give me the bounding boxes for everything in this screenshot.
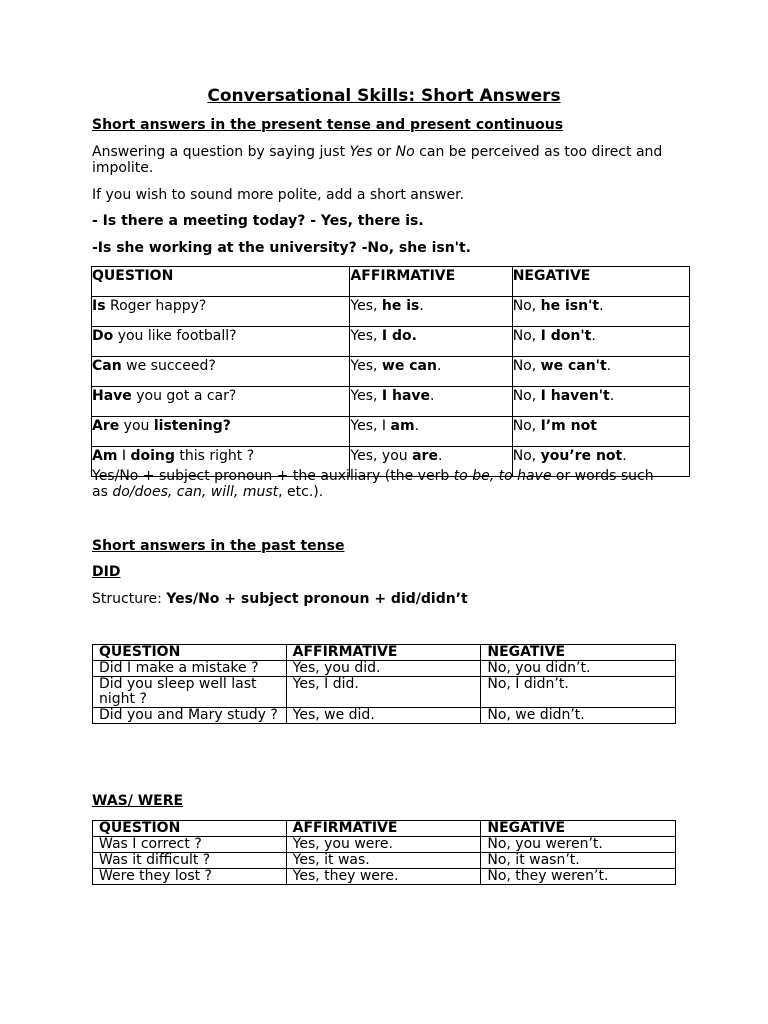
negative-cell: No, we can't. [512, 357, 689, 387]
table-row [93, 661, 676, 677]
affirmative-cell: Yes, you were. [286, 837, 481, 853]
was-were-table [92, 820, 676, 885]
intro-paragraph: Answering a question by saying just Yes or No can be perceived as too direct and impolite. [92, 144, 663, 176]
header-negative: NEGATIVE [512, 267, 689, 297]
negative-cell: No, they weren’t. [481, 869, 676, 885]
affirmative-cell: Yes, I have. [350, 387, 512, 417]
header-negative: NEGATIVE [481, 645, 676, 661]
did-table [92, 644, 676, 724]
negative-cell: No, I don't. [512, 327, 689, 357]
question-cell: Was it difficult ? [93, 853, 287, 869]
affirmative-cell: Yes, you are. [350, 447, 512, 477]
negative-cell: No, you’re not. [512, 447, 689, 477]
negative-cell: No, we didn’t. [481, 708, 676, 724]
table-row [92, 357, 690, 387]
negative-cell: No, you weren’t. [481, 837, 676, 853]
table-header-row [92, 267, 690, 297]
table-header-row [93, 645, 676, 661]
table-header-row [93, 821, 676, 837]
question-cell: Are you listening? [92, 417, 350, 447]
present-tense-table [91, 266, 690, 477]
negative-cell: No, I didn’t. [481, 677, 676, 708]
table-row [93, 869, 676, 885]
affirmative-cell: Yes, I do. [350, 327, 512, 357]
question-cell: Do you like football? [92, 327, 350, 357]
affirmative-cell: Yes, we did. [286, 708, 481, 724]
table-row [92, 327, 690, 357]
affirmative-cell: Yes, it was. [286, 853, 481, 869]
affirmative-cell: Yes, I am. [350, 417, 512, 447]
question-cell: Is Roger happy? [92, 297, 350, 327]
polite-paragraph: If you wish to sound more polite, add a short answer. [92, 187, 465, 203]
section-heading-present: Short answers in the present tense and present continuous [92, 117, 564, 133]
table-row [93, 677, 676, 708]
table-row [93, 708, 676, 724]
negative-cell: No, he isn't. [512, 297, 689, 327]
example-sentence-2: -Is she working at the university? -No, she isn't. [92, 240, 471, 256]
table-row [92, 417, 690, 447]
affirmative-cell: Yes, I did. [286, 677, 481, 708]
header-question: QUESTION [92, 267, 350, 297]
affirmative-cell: Yes, we can. [350, 357, 512, 387]
header-negative: NEGATIVE [481, 821, 676, 837]
negative-cell: No, you didn’t. [481, 661, 676, 677]
header-affirmative: AFFIRMATIVE [350, 267, 512, 297]
table-row [92, 387, 690, 417]
structure-line: Structure: Yes/No + subject pronoun + did/didn’t [92, 591, 468, 607]
negative-cell: No, I’m not [512, 417, 689, 447]
table-row [93, 853, 676, 869]
did-heading: DID [92, 564, 121, 580]
negative-cell: No, I haven't. [512, 387, 689, 417]
question-cell: Was I correct ? [93, 837, 287, 853]
table-row [92, 297, 690, 327]
question-cell: Can we succeed? [92, 357, 350, 387]
example-sentence-1: - Is there a meeting today? - Yes, there is. [92, 213, 424, 229]
question-cell: Did you and Mary study ? [93, 708, 287, 724]
affirmative-cell: Yes, he is. [350, 297, 512, 327]
header-affirmative: AFFIRMATIVE [286, 645, 481, 661]
affirmative-cell: Yes, they were. [286, 869, 481, 885]
header-affirmative: AFFIRMATIVE [286, 821, 481, 837]
auxiliary-note: Yes/No + subject pronoun + the auxiliary (the verb to be, to have or words such as do/does, can, will, must, etc.). [92, 468, 654, 500]
negative-cell: No, it wasn’t. [481, 853, 676, 869]
question-cell: Did I make a mistake ? [93, 661, 287, 677]
page-title: Conversational Skills: Short Answers [207, 86, 561, 106]
header-question: QUESTION [93, 645, 287, 661]
table-row [93, 837, 676, 853]
question-cell: Have you got a car? [92, 387, 350, 417]
question-cell: Am I doing this right ? [92, 447, 350, 477]
section-heading-past: Short answers in the past tense [92, 538, 345, 554]
header-question: QUESTION [93, 821, 287, 837]
affirmative-cell: Yes, you did. [286, 661, 481, 677]
question-cell: Were they lost ? [93, 869, 287, 885]
was-were-heading: WAS/ WERE [92, 793, 184, 809]
question-cell: Did you sleep well last night ? [93, 677, 287, 708]
